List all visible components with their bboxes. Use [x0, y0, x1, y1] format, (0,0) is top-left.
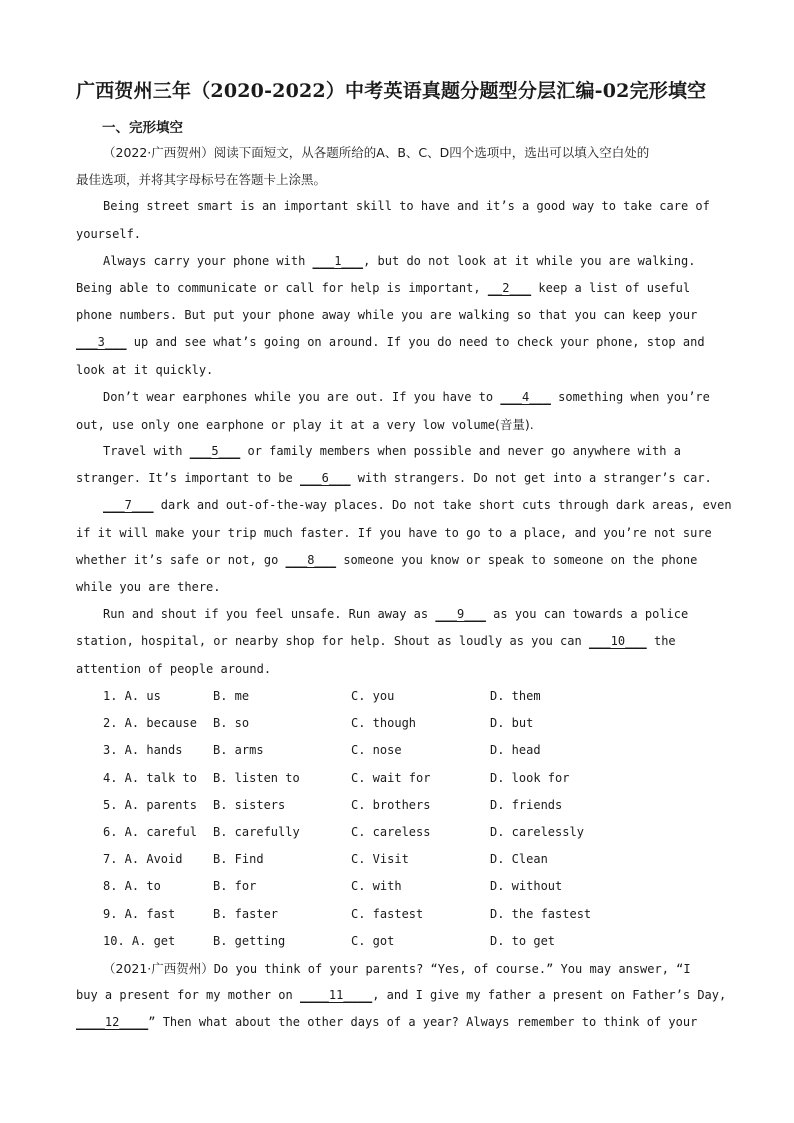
option-d: D. Clean	[490, 852, 548, 867]
option-c: C. nose	[351, 743, 402, 758]
text-run: or family members when possible and never go anywhere with a	[240, 444, 681, 459]
answer-options	[103, 683, 630, 955]
option-row	[103, 873, 630, 900]
text-run: keep a list of useful	[531, 280, 691, 295]
text-run: someone you know or speak to someone on the phone	[336, 552, 698, 567]
text-run: station, hospital, or nearby shop for help. Shout as loudly as you can	[76, 634, 589, 649]
source-tag: （2022·广西贺州）	[103, 145, 214, 160]
passage-line: yourself.	[76, 226, 142, 241]
text-run: Always carry your phone with	[103, 253, 313, 268]
option-b: B. faster	[213, 906, 279, 921]
option-d: D. head	[490, 743, 541, 758]
option-d: D. but	[490, 716, 534, 731]
option-b: B. carefully	[213, 824, 300, 839]
option-a: 2. A. because	[103, 716, 197, 731]
option-b: B. so	[213, 716, 250, 731]
option-b: B. for	[213, 879, 257, 894]
gloss-text: (音量).	[495, 416, 534, 432]
text-run: up and see what’s going on around. If you do need to check your phone, stop and	[126, 335, 705, 350]
option-b: B. getting	[213, 933, 286, 948]
option-a: 9. A. fast	[103, 906, 176, 921]
text-run: something when you’re	[550, 389, 710, 404]
option-row	[103, 792, 630, 819]
page-title: 广西贺州三年（2020-2022）中考英语真题分题型分层汇编-02完形填空	[76, 80, 707, 102]
option-d: D. to get	[490, 933, 556, 948]
option-a: 8. A. to	[103, 879, 161, 894]
option-a: 6. A. careful	[103, 824, 197, 839]
option-a: 4. A. talk to	[103, 770, 197, 785]
passage-line: if it will make your trip much faster. If you have to go to a place, and you’re not sure	[76, 525, 712, 540]
passage-line	[76, 601, 724, 628]
blank-3: ___3___	[76, 335, 127, 350]
passage-line: while you are there.	[76, 580, 221, 594]
instruction-text: 阅读下面短文，从各题所给的A、B、C、D四个选项中，选出可以填入空白处的	[213, 145, 650, 160]
text-run: dark and out-of-the-way places. Do not take short cuts through dark areas, even	[153, 498, 732, 513]
passage-line	[76, 1009, 724, 1036]
passage-line	[76, 438, 724, 465]
text-run: , but do not look at it while you are walking.	[363, 253, 696, 268]
option-a: 3. A. hands	[103, 743, 183, 758]
text-run: stranger. It’s important to be	[76, 471, 300, 486]
option-d: D. them	[490, 689, 541, 703]
passage-line	[76, 628, 724, 655]
option-b: B. arms	[213, 743, 264, 758]
blank-8: ___8___	[285, 552, 337, 567]
option-a: 1. A. us	[103, 689, 161, 703]
text-run: as you can towards a police	[485, 607, 689, 622]
passage-line	[76, 955, 724, 982]
passage-line	[76, 384, 724, 411]
option-d: D. carelessly	[490, 824, 584, 839]
blank-7: ___7___	[103, 498, 154, 513]
option-c: C. Visit	[351, 852, 409, 867]
passage-line	[76, 329, 724, 356]
passage-2021	[76, 955, 727, 1037]
blank-4: ___4___	[500, 389, 551, 404]
blank-1: ___1___	[312, 253, 364, 268]
blank-5: ___5___	[189, 444, 241, 459]
blank-12: ____12____	[76, 1015, 149, 1030]
option-c: C. with	[351, 879, 402, 894]
option-row	[103, 901, 630, 928]
passage-line	[76, 275, 724, 302]
instruction-text: 最佳选项，并将其字母标号在答题卡上涂黑。	[76, 172, 327, 188]
passage-line	[76, 982, 727, 1009]
text-run: with strangers. Do not get into a stranger’s car.	[350, 471, 712, 486]
option-c: C. fastest	[351, 906, 424, 921]
blank-6: ___6___	[299, 471, 351, 486]
option-a: 7. A. Avoid	[103, 852, 183, 867]
text-run: Being able to communicate or call for help is important,	[76, 280, 488, 295]
option-b: B. me	[213, 689, 250, 703]
option-c: C. brothers	[351, 797, 431, 812]
option-c: C. careless	[351, 824, 431, 839]
passage-line: look at it quickly.	[76, 362, 214, 377]
option-c: C. got	[351, 933, 395, 948]
text-run: Don’t wear earphones while you are out. If you have to	[103, 389, 501, 404]
passage-line: attention of people around.	[76, 661, 272, 676]
section-heading: 一、完形填空	[102, 120, 183, 136]
passage-line: phone numbers. But put your phone away while you are walking so that you can keep your	[76, 308, 698, 323]
text-run: the	[646, 634, 676, 649]
text-run: buy a present for my mother on	[76, 988, 300, 1003]
text-run: Run and shout if you feel unsafe. Run away as	[103, 607, 436, 622]
instruction-line	[76, 166, 724, 193]
text-run: Do you think of your parents? “Yes, of course.” You may answer, “I	[213, 962, 691, 976]
option-b: B. listen to	[213, 770, 300, 785]
text-run: Travel with	[103, 444, 190, 459]
option-row	[103, 846, 630, 873]
passage-line	[76, 411, 724, 438]
instruction-line	[76, 139, 724, 166]
option-d: D. without	[490, 879, 563, 894]
option-a: 10. A. get	[103, 933, 176, 948]
option-row	[103, 710, 630, 737]
option-b: B. sisters	[213, 797, 286, 812]
passage-line	[76, 492, 732, 519]
option-row	[103, 928, 630, 955]
option-row	[103, 737, 630, 764]
passage-line	[76, 547, 724, 574]
passage-2022	[76, 139, 732, 683]
option-c: C. you	[351, 689, 395, 703]
option-row	[103, 765, 630, 792]
blank-10: ___10___	[588, 634, 647, 649]
passage-line	[76, 465, 724, 492]
option-row	[103, 819, 630, 846]
option-d: D. look for	[490, 770, 570, 785]
passage-line: Being street smart is an important skill to have and it’s a good way to take care of	[103, 199, 710, 214]
text-run: , and I give my father a present on Father’s Day,	[372, 988, 727, 1003]
passage-line	[76, 248, 724, 275]
option-d: D. the fastest	[490, 906, 592, 921]
option-c: C. though	[351, 716, 417, 731]
blank-2: __2___	[487, 280, 532, 295]
option-b: B. Find	[213, 852, 264, 867]
blank-11: ____11____	[299, 988, 373, 1003]
source-tag: （2021·广西贺州）	[103, 961, 214, 976]
option-c: C. wait for	[351, 770, 431, 785]
blank-9: ___9___	[435, 607, 486, 622]
text-run: ” Then what about the other days of a year? Always remember to think of your	[148, 1015, 698, 1030]
option-a: 5. A. parents	[103, 797, 197, 812]
text-run: whether it’s safe or not, go	[76, 552, 286, 567]
text-run: out, use only one earphone or play it at a very low volume	[76, 417, 496, 432]
option-row	[103, 683, 630, 710]
option-d: D. friends	[490, 797, 563, 812]
